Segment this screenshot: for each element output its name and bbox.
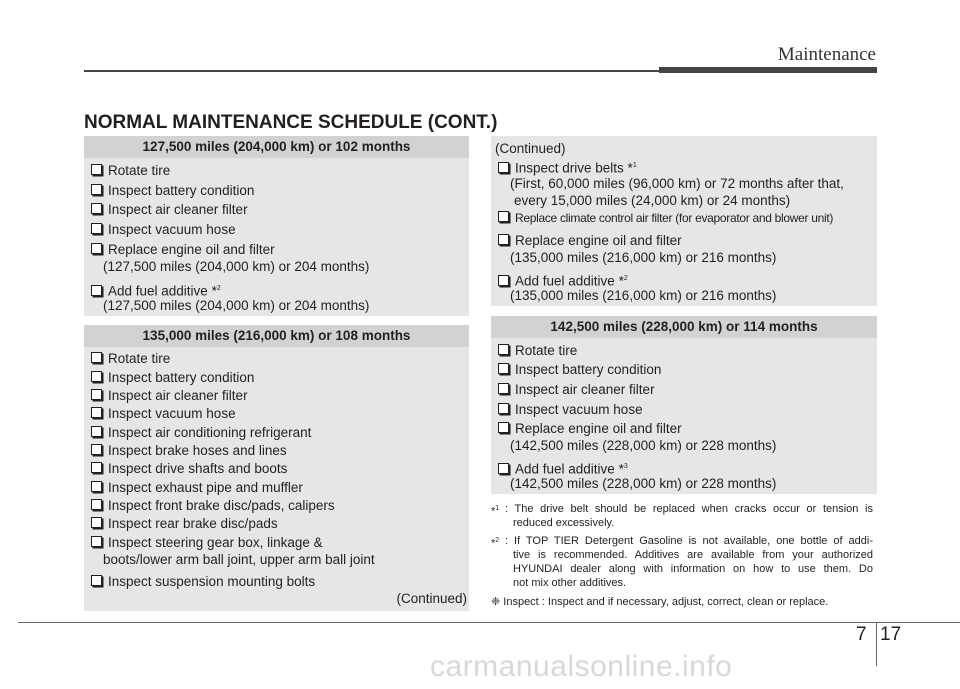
list-item: Add fuel additive *$^2$ <box>91 280 221 300</box>
footer-divider <box>876 622 877 666</box>
checkbox-icon <box>91 499 102 510</box>
list-item: Inspect rear brake disc/pads <box>91 515 278 532</box>
schedule-box-135000 <box>84 325 469 611</box>
header-rule <box>84 70 659 72</box>
checkbox-icon <box>91 389 102 400</box>
checkbox-icon <box>91 536 102 547</box>
list-item: Inspect drive shafts and boots <box>91 460 287 477</box>
list-item: Replace engine oil and filter <box>498 232 682 249</box>
footer-rule <box>18 622 960 623</box>
list-item: Inspect vacuum hose <box>498 401 643 418</box>
schedule-box-142500 <box>491 316 877 494</box>
checkbox-icon <box>91 407 102 418</box>
list-item: Inspect air cleaner filter <box>91 387 248 404</box>
list-item: Rotate tire <box>91 162 170 179</box>
checkbox-icon <box>91 352 102 363</box>
list-item: Inspect air cleaner filter <box>498 381 655 398</box>
list-item: Inspect exhaust pipe and muffler <box>91 479 303 496</box>
list-item: Inspect air conditioning refrigerant <box>91 424 311 441</box>
checkbox-icon <box>91 462 102 473</box>
checkbox-icon <box>498 403 509 414</box>
page-number: 17 <box>880 624 902 645</box>
checkbox-icon <box>91 285 102 296</box>
list-item: Inspect vacuum hose <box>91 405 236 422</box>
list-item: Add fuel additive *$^2$ <box>498 270 628 290</box>
list-item: Rotate tire <box>498 342 577 359</box>
list-item: Inspect battery condition <box>91 182 254 199</box>
list-item: Replace engine oil and filter <box>91 241 275 258</box>
checkbox-icon <box>91 164 102 175</box>
footnote-1: *$^1$ : The drive belt should be replaced when cracks occur or tension is reduced excessively. <box>491 503 873 529</box>
list-item: Inspect steering gear box, linkage & <box>91 534 323 551</box>
checkbox-icon <box>91 444 102 455</box>
watermark: carmanualsonline.info <box>430 650 733 683</box>
list-item-detail: (127,500 miles (204,000 km) or 204 months) <box>103 259 370 274</box>
list-item-detail: (142,500 miles (228,000 km) or 228 months) <box>510 476 777 491</box>
list-item-detail: (First, 60,000 miles (96,000 km) or 72 months after that, <box>510 176 844 191</box>
continued-box <box>491 136 877 306</box>
schedule-box-127500 <box>84 136 469 316</box>
checkbox-icon <box>498 234 509 245</box>
checkbox-icon <box>91 184 102 195</box>
continued-note: (Continued) <box>396 591 467 606</box>
list-item-detail: boots/lower arm ball joint, upper arm ball joint <box>103 552 375 567</box>
checkbox-icon <box>498 463 509 474</box>
list-item: Replace engine oil and filter <box>498 420 682 437</box>
schedule-heading: 142,500 miles (228,000 km) or 114 months <box>491 316 877 338</box>
checkbox-icon <box>91 481 102 492</box>
list-item-detail: (135,000 miles (216,000 km) or 216 months) <box>510 250 777 265</box>
checkbox-icon <box>498 422 509 433</box>
checkbox-icon <box>498 383 509 394</box>
footnote-text: : If TOP TIER Detergent Gasoline is not available, one bottle of addi- tive is recommended. Additives are available from your authorized HYUNDAI dealer along with information on how to use them. Do not mix other additives. <box>505 535 873 589</box>
schedule-heading: 135,000 miles (216,000 km) or 108 months <box>84 325 469 347</box>
header-rule-accent <box>659 67 877 73</box>
chapter-number: 7 <box>856 624 867 645</box>
inspect-note: ❈ Inspect : Inspect and if necessary, adjust, correct, clean or replace. <box>491 596 829 608</box>
list-item-detail: (135,000 miles (216,000 km) or 216 months) <box>510 288 777 303</box>
page-title: NORMAL MAINTENANCE SCHEDULE (CONT.) <box>84 112 498 133</box>
checkbox-icon <box>91 517 102 528</box>
list-item: Inspect air cleaner filter <box>91 201 248 218</box>
checkbox-icon <box>91 223 102 234</box>
list-item: Replace climate control air filter (for evaporator and blower unit) <box>498 210 833 227</box>
footnote-text: : The drive belt should be replaced when cracks occur or tension is reduced excessively. <box>505 503 873 529</box>
list-item: Add fuel additive *$^3$ <box>498 458 628 478</box>
checkbox-icon <box>91 575 102 586</box>
checkbox-icon <box>498 162 509 173</box>
checkbox-icon <box>91 371 102 382</box>
list-item-detail: (127,500 miles (204,000 km) or 204 months) <box>103 298 370 313</box>
list-item: Inspect front brake disc/pads, calipers <box>91 497 335 514</box>
section-label: Maintenance <box>777 44 876 65</box>
checkbox-icon <box>91 426 102 437</box>
checkbox-icon <box>498 344 509 355</box>
footnote-2: *$^2$ : If TOP TIER Detergent Gasoline is not available, one bottle of addi- tive is recommended. Additives are available from your authorized HYUNDAI dealer along with information on how to use them. Do not mix other additives. <box>491 535 873 589</box>
list-item: Inspect brake hoses and lines <box>91 442 287 459</box>
list-item: Inspect battery condition <box>498 361 661 378</box>
list-item-detail: (142,500 miles (228,000 km) or 228 months) <box>510 438 777 453</box>
checkbox-icon <box>498 363 509 374</box>
list-item: Rotate tire <box>91 350 170 367</box>
checkbox-icon <box>498 211 509 222</box>
list-item: Inspect drive belts *$^1$ <box>498 157 637 177</box>
list-item: Inspect suspension mounting bolts <box>91 573 315 590</box>
checkbox-icon <box>91 243 102 254</box>
continued-label: (Continued) <box>495 141 566 156</box>
checkbox-icon <box>91 203 102 214</box>
list-item: Inspect battery condition <box>91 369 254 386</box>
schedule-heading: 127,500 miles (204,000 km) or 102 months <box>84 136 469 158</box>
list-item-detail: every 15,000 miles (24,000 km) or 24 months) <box>514 193 791 208</box>
checkbox-icon <box>498 275 509 286</box>
list-item: Inspect vacuum hose <box>91 221 236 238</box>
